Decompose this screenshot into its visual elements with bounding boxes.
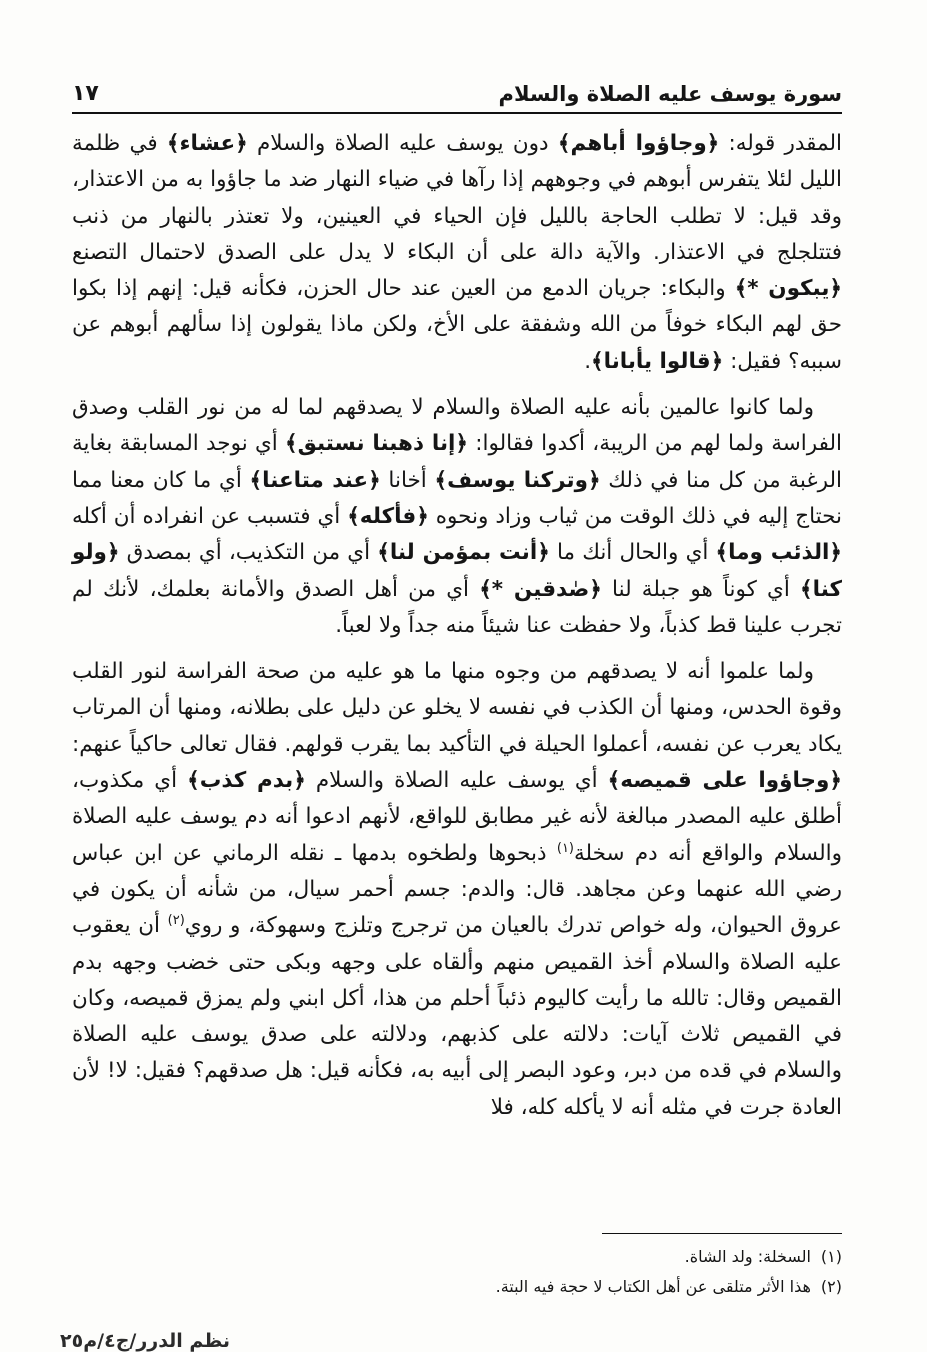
quran-quote: ﴿ولو كنا﴾: [72, 540, 842, 602]
text-run: والبكاء: جريان الدمع من العين عند حال الحزن، فكأنه قيل: إنهم إذا بكوا حق لهم البكاء خوفاً من الله وشفقة على الأخ، ولكن ماذا يقولون إذا سألهم أبوهم عن سببه؟ فقيل:: [72, 276, 842, 374]
footnote-1: [72, 1242, 842, 1272]
text-run: أي ما كان معنا مما نحتاج إليه في ذلك الوقت من ثياب وزاد ونحوه: [72, 467, 842, 529]
text-run: أي فتسبب عن انفراده أن أكله: [72, 503, 348, 529]
page-number: ١٧: [72, 81, 99, 106]
text-run: أي والحال أنك ما: [549, 540, 716, 566]
footnote-ref: (١): [556, 840, 574, 856]
text-run: أي كوناً هو جبلة لنا: [601, 576, 801, 602]
text-run: دون يوسف عليه الصلاة والسلام: [247, 131, 558, 156]
quran-quote: ﴿عشاء﴾: [166, 131, 248, 156]
text-run: ذبحوها ولطخوه بدمها ـ نقله الرماني عن ابن عباس رضي الله عنهما وعن مجاهد. قال: والدم: جسم أحمر سيال، من شأنه أن يكون في عروق الحيوان، وله خواص تدرك بالعيان من ترجرج وتلزج وسهوكة، و روي: [72, 840, 842, 939]
footnote-separator: [602, 1233, 842, 1234]
footnotes: [72, 1242, 842, 1302]
quran-quote: ﴿بدم كذب﴾: [187, 768, 306, 794]
page-body: [72, 126, 842, 1136]
quran-quote: ﴿وتركنا يوسف﴾: [434, 467, 601, 493]
text-run: ولما كانوا عالمين بأنه عليه الصلاة والسلام لا يصدقهم لما له من نور القلب وصدق الفراسة ولما لهم من الريبة، أكدوا فقالوا:: [72, 395, 842, 457]
surah-title: سورة يوسف عليه الصلاة والسلام: [498, 82, 842, 106]
quran-quote: ﴿يبكون *﴾: [734, 276, 843, 302]
footnote-number: (١): [820, 1247, 842, 1266]
text-run: .: [584, 348, 592, 374]
quran-quote: ﴿عند متاعنا﴾: [249, 467, 381, 493]
text-run: ولما علموا أنه لا يصدقهم من وجوه منها ما هو عليه من صحة الفراسة لنور القلب وقوة الحدس، ومنها أن الكذب في نفسه لا يخلو عن دليل على بطلانه، ومنها أن المرتاب يكاد يعرب عن نفسه، أعملوا الحيلة في التأكيد بما يقرب قولهم. فقال تعالى حاكياً عنهم:: [72, 659, 842, 757]
text-run: أن يعقوب عليه الصلاة والسلام أخذ القميص منهم وألقاه على وجهه وبكى حتى خضب وجهه بدم القميص وقال: تالله ما رأيت كاليوم ذئباً أحلم من هذا، أكل ابني ولم يمزق قميصه، وكان في القميص ثلاث آيات: دلالته على كذبهم، ودلالته على صدق يوسف عليه الصلاة والسلام في قده من دبر، وعود البصر إلى أبيه به، فكأنه قيل: هل صدقهم؟ فقيل: لا! لأن العادة جرت في مثله أنه لا يأكله كله، فلا: [72, 913, 842, 1120]
footnote-text: هذا الأثر متلقى عن أهل الكتاب لا حجة فيه البتة.: [495, 1277, 811, 1296]
quran-quote: ﴿صٰدقين *﴾: [479, 576, 602, 602]
quran-quote: ﴿وجاؤوا أباهم﴾: [557, 131, 720, 156]
text-run: أي نوجد المسابقة بغاية الرغبة من كل منا في ذلك: [72, 431, 842, 493]
text-run: أي من أهل الصدق والأمانة بعلمك، لأنك لم تجرب علينا قط كذباً، ولا حفظت عنا شيئاً منه جداً ولا لعباً.: [72, 576, 842, 638]
text-run: في ظلمة الليل لئلا يتفرس أبوهم في وجوههم إذا رآها في ضياء النهار ضد ما جاؤوا به من الاعتذار، وقد قيل: لا تطلب الحاجة بالليل فإن الحياء في العينين، ولا تعتذر بالنهار من ذنب فتتلجلج في الاعتذار. والآية دالة على أن البكاء لا يدل على الصدق لاحتمال التصنع: [72, 131, 842, 265]
footnote-ref: (٢): [167, 913, 185, 929]
quran-quote: ﴿قالوا يأبانا﴾: [591, 348, 724, 374]
footnote-text: السخلة: ولد الشاة.: [684, 1247, 811, 1266]
quran-quote: ﴿الذئب وما﴾: [715, 540, 843, 566]
quran-quote: ﴿فأكله﴾: [347, 503, 429, 529]
text-run: أي من التكذيب، أي بمصدق: [119, 540, 378, 566]
text-run: أي مكذوب، أطلق عليه المصدر مبالغة لأنه غير مطابق للواقع، لأنهم ادعوا أنه دم يوسف عليه الصلاة والسلام والواقع أنه دم سخلة: [72, 768, 842, 866]
text-run: المقدر قوله:: [719, 131, 843, 156]
paragraph-2: [72, 390, 842, 644]
quran-quote: ﴿إنا ذهبنا نستبق﴾: [285, 431, 469, 457]
running-header: [72, 78, 842, 114]
signature-mark: نظم الدرر/ج٤/م٢٥: [60, 1330, 230, 1352]
quran-quote: ﴿وجاؤوا على قميصه﴾: [607, 768, 842, 794]
text-run: أخانا: [380, 467, 435, 493]
quran-quote: ﴿أنت بمؤمن لنا﴾: [377, 540, 550, 566]
footnote-2: [72, 1272, 842, 1302]
paragraph-1: [72, 126, 842, 380]
paragraph-3: [72, 654, 842, 1126]
text-run: أي يوسف عليه الصلاة والسلام: [305, 768, 608, 794]
footnote-number: (٢): [820, 1277, 842, 1296]
